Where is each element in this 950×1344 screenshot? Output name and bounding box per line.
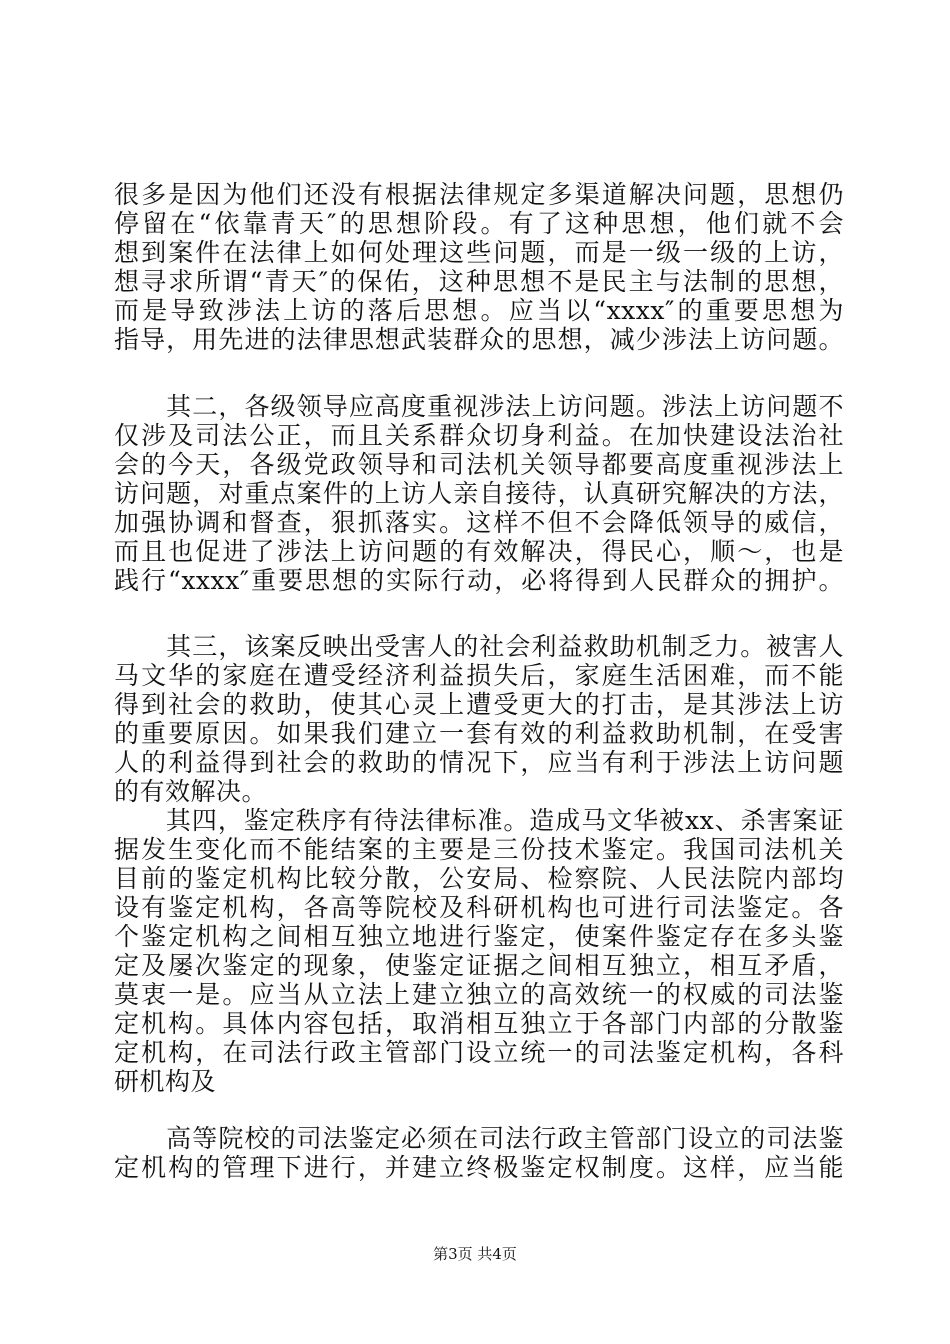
text-line: 其三，该案反映出受害人的社会利益救助机制乏力。被害人 bbox=[114, 632, 844, 661]
paragraph-3 bbox=[114, 632, 844, 806]
text-line: 加强协调和督查，狠抓落实。这样不但不会降低领导的威信， bbox=[114, 508, 844, 537]
text-line: 想到案件在法律上如何处理这些问题，而是一级一级的上访， bbox=[114, 238, 844, 267]
text-line: 马文华的家庭在遭受经济利益损失后，家庭生活困难，而不能 bbox=[114, 661, 844, 690]
text-line: 定及屡次鉴定的现象，使鉴定证据之间相互独立，相互矛盾， bbox=[114, 951, 844, 980]
text-line: 停留在“依靠青天″的思想阶段。有了这种思想，他们就不会 bbox=[114, 209, 844, 238]
paragraph-4 bbox=[114, 806, 844, 1096]
text-line: 会的今天，各级党政领导和司法机关领导都要高度重视涉法上 bbox=[114, 450, 844, 479]
paragraph-1 bbox=[114, 180, 844, 354]
text-line: 而是导致涉法上访的落后思想。应当以“xxxx″的重要思想为 bbox=[114, 296, 844, 325]
text-line: 践行“xxxx″重要思想的实际行动，必将得到人民群众的拥护。 bbox=[114, 566, 844, 595]
text-line: 高等院校的司法鉴定必须在司法行政主管部门设立的司法鉴 bbox=[114, 1124, 844, 1153]
text-line: 其四，鉴定秩序有待法律标准。造成马文华被xx、杀害案证 bbox=[114, 806, 844, 835]
text-line: 定机构的管理下进行，并建立终极鉴定权制度。这样，应当能 bbox=[114, 1153, 844, 1182]
text-line: 的有效解决。 bbox=[114, 777, 268, 806]
page-number: 第3页 共4页 bbox=[433, 1245, 517, 1263]
text-line: 定机构，在司法行政主管部门设立统一的司法鉴定机构，各科 bbox=[114, 1038, 844, 1067]
text-line: 研机构及 bbox=[114, 1067, 217, 1096]
text-line: 而且也促进了涉法上访问题的有效解决，得民心，顺～，也是 bbox=[114, 537, 844, 566]
text-line: 得到社会的救助，使其心灵上遭受更大的打击，是其涉法上访 bbox=[114, 690, 844, 719]
paragraph-2 bbox=[114, 392, 844, 595]
text-line: 很多是因为他们还没有根据法律规定多渠道解决问题，思想仍 bbox=[114, 180, 844, 209]
page-footer bbox=[0, 1244, 950, 1264]
text-line: 其二，各级领导应高度重视涉法上访问题。涉法上访问题不 bbox=[114, 392, 844, 421]
text-line: 定机构。具体内容包括，取消相互独立于各部门内部的分散鉴 bbox=[114, 1009, 844, 1038]
paragraph-5 bbox=[114, 1124, 844, 1182]
text-line: 莫衷一是。应当从立法上建立独立的高效统一的权威的司法鉴 bbox=[114, 980, 844, 1009]
text-line: 指导，用先进的法律思想武装群众的思想，减少涉法上访问题。 bbox=[114, 325, 844, 354]
text-line: 人的利益得到社会的救助的情况下，应当有利于涉法上访问题 bbox=[114, 748, 844, 777]
text-line: 目前的鉴定机构比较分散，公安局、检察院、人民法院内部均 bbox=[114, 864, 844, 893]
text-line: 据发生变化而不能结案的主要是三份技术鉴定。我国司法机关 bbox=[114, 835, 844, 864]
text-line: 想寻求所谓“青天″的保佑，这种思想不是民主与法制的思想， bbox=[114, 267, 844, 296]
text-line: 个鉴定机构之间相互独立地进行鉴定，使案件鉴定存在多头鉴 bbox=[114, 922, 844, 951]
text-line: 的重要原因。如果我们建立一套有效的利益救助机制，在受害 bbox=[114, 719, 844, 748]
text-line: 仅涉及司法公正，而且关系群众切身利益。在加快建设法治社 bbox=[114, 421, 844, 450]
text-line: 设有鉴定机构，各高等院校及科研机构也可进行司法鉴定。各 bbox=[114, 893, 844, 922]
text-line: 访问题，对重点案件的上访人亲自接待，认真研究解决的方法， bbox=[114, 479, 844, 508]
